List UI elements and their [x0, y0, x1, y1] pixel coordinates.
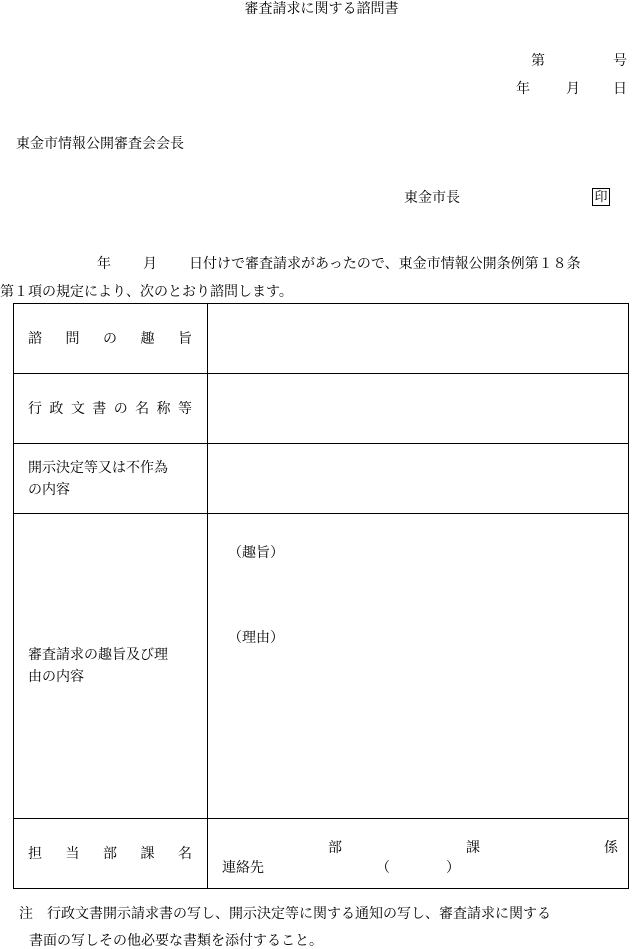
date-day: 日: [613, 81, 627, 97]
department-units: [328, 837, 618, 857]
label-line: 開示決定等又は不作為: [28, 459, 168, 476]
seal-text: 印: [594, 189, 608, 205]
body-line-2: 第１項の規定により、次のとおり諮問します。: [0, 284, 293, 300]
label-char: 諮: [28, 330, 42, 347]
department-bu: 部: [328, 840, 342, 856]
row-value-document-name[interactable]: [208, 374, 629, 444]
row-label-purpose: [14, 304, 208, 374]
label-char: 等: [177, 400, 192, 417]
label-line: の内容: [28, 481, 70, 498]
row-label-decision-content: [14, 444, 208, 514]
date-year: 年: [516, 81, 530, 97]
contact-paren-close: ）: [446, 860, 460, 876]
contact-paren-open: （: [376, 860, 390, 876]
department-kakari: 係: [604, 840, 618, 856]
date-month: 月: [566, 81, 580, 97]
body-year: 年: [97, 256, 111, 272]
body-month: 月: [143, 256, 157, 272]
table-row: [14, 819, 629, 889]
row-label-department: [14, 819, 208, 889]
note-line-2: 書面の写しその他必要な書類を添付すること。: [29, 933, 323, 949]
sub-heading-purpose: （趣旨）: [228, 545, 284, 561]
table-row: [14, 374, 629, 444]
row-value-decision-content[interactable]: [208, 444, 629, 514]
consultation-table: [13, 303, 629, 889]
row-label-request-content: [14, 514, 208, 819]
row-value-purpose[interactable]: [208, 304, 629, 374]
number-go: 号: [613, 53, 627, 69]
label-char: 趣: [140, 330, 155, 347]
row-value-department[interactable]: [208, 819, 629, 889]
document-title: 審査請求に関する諮問書: [244, 1, 399, 17]
label-char: 担: [28, 845, 42, 862]
addressee: 東金市情報公開審査会会長: [16, 136, 184, 152]
label-char: の: [103, 330, 117, 347]
table-row: [14, 514, 629, 819]
sender-name: 東金市長: [404, 190, 460, 206]
label-char: 問: [65, 330, 80, 347]
label-char: 旨: [178, 330, 192, 347]
label-line: 由の内容: [28, 669, 84, 685]
row-label-document-name: [14, 374, 208, 444]
label-char: 部: [103, 845, 117, 862]
department-ka: 課: [466, 840, 480, 856]
label-char: 課: [140, 845, 155, 862]
body-text-1: 日付けで審査請求があったので、東金市情報公開条例第１８条: [189, 256, 581, 272]
label-line: 審査請求の趣旨及び理: [28, 647, 168, 663]
label-char: 文: [70, 400, 85, 417]
label-char: 称: [156, 400, 171, 417]
body-line-1: [0, 257, 581, 271]
label-char: 行: [28, 400, 42, 417]
seal-box: [592, 188, 610, 206]
label-char: 名: [178, 845, 192, 862]
table-row: [14, 444, 629, 514]
row-value-request-content[interactable]: [208, 514, 629, 819]
table-row: [14, 304, 629, 374]
sub-heading-reason: （理由）: [228, 630, 284, 646]
label-char: の: [113, 400, 128, 417]
label-char: 名: [135, 400, 150, 417]
label-char: 書: [92, 400, 107, 417]
label-char: 政: [49, 400, 64, 417]
number-dai: 第: [531, 53, 545, 69]
contact-label: 連絡先: [222, 860, 264, 876]
note-line-1: 注 行政文書開示請求書の写し、開示決定等に関する通知の写し、審査請求に関する: [19, 906, 551, 922]
label-char: 当: [65, 845, 80, 862]
